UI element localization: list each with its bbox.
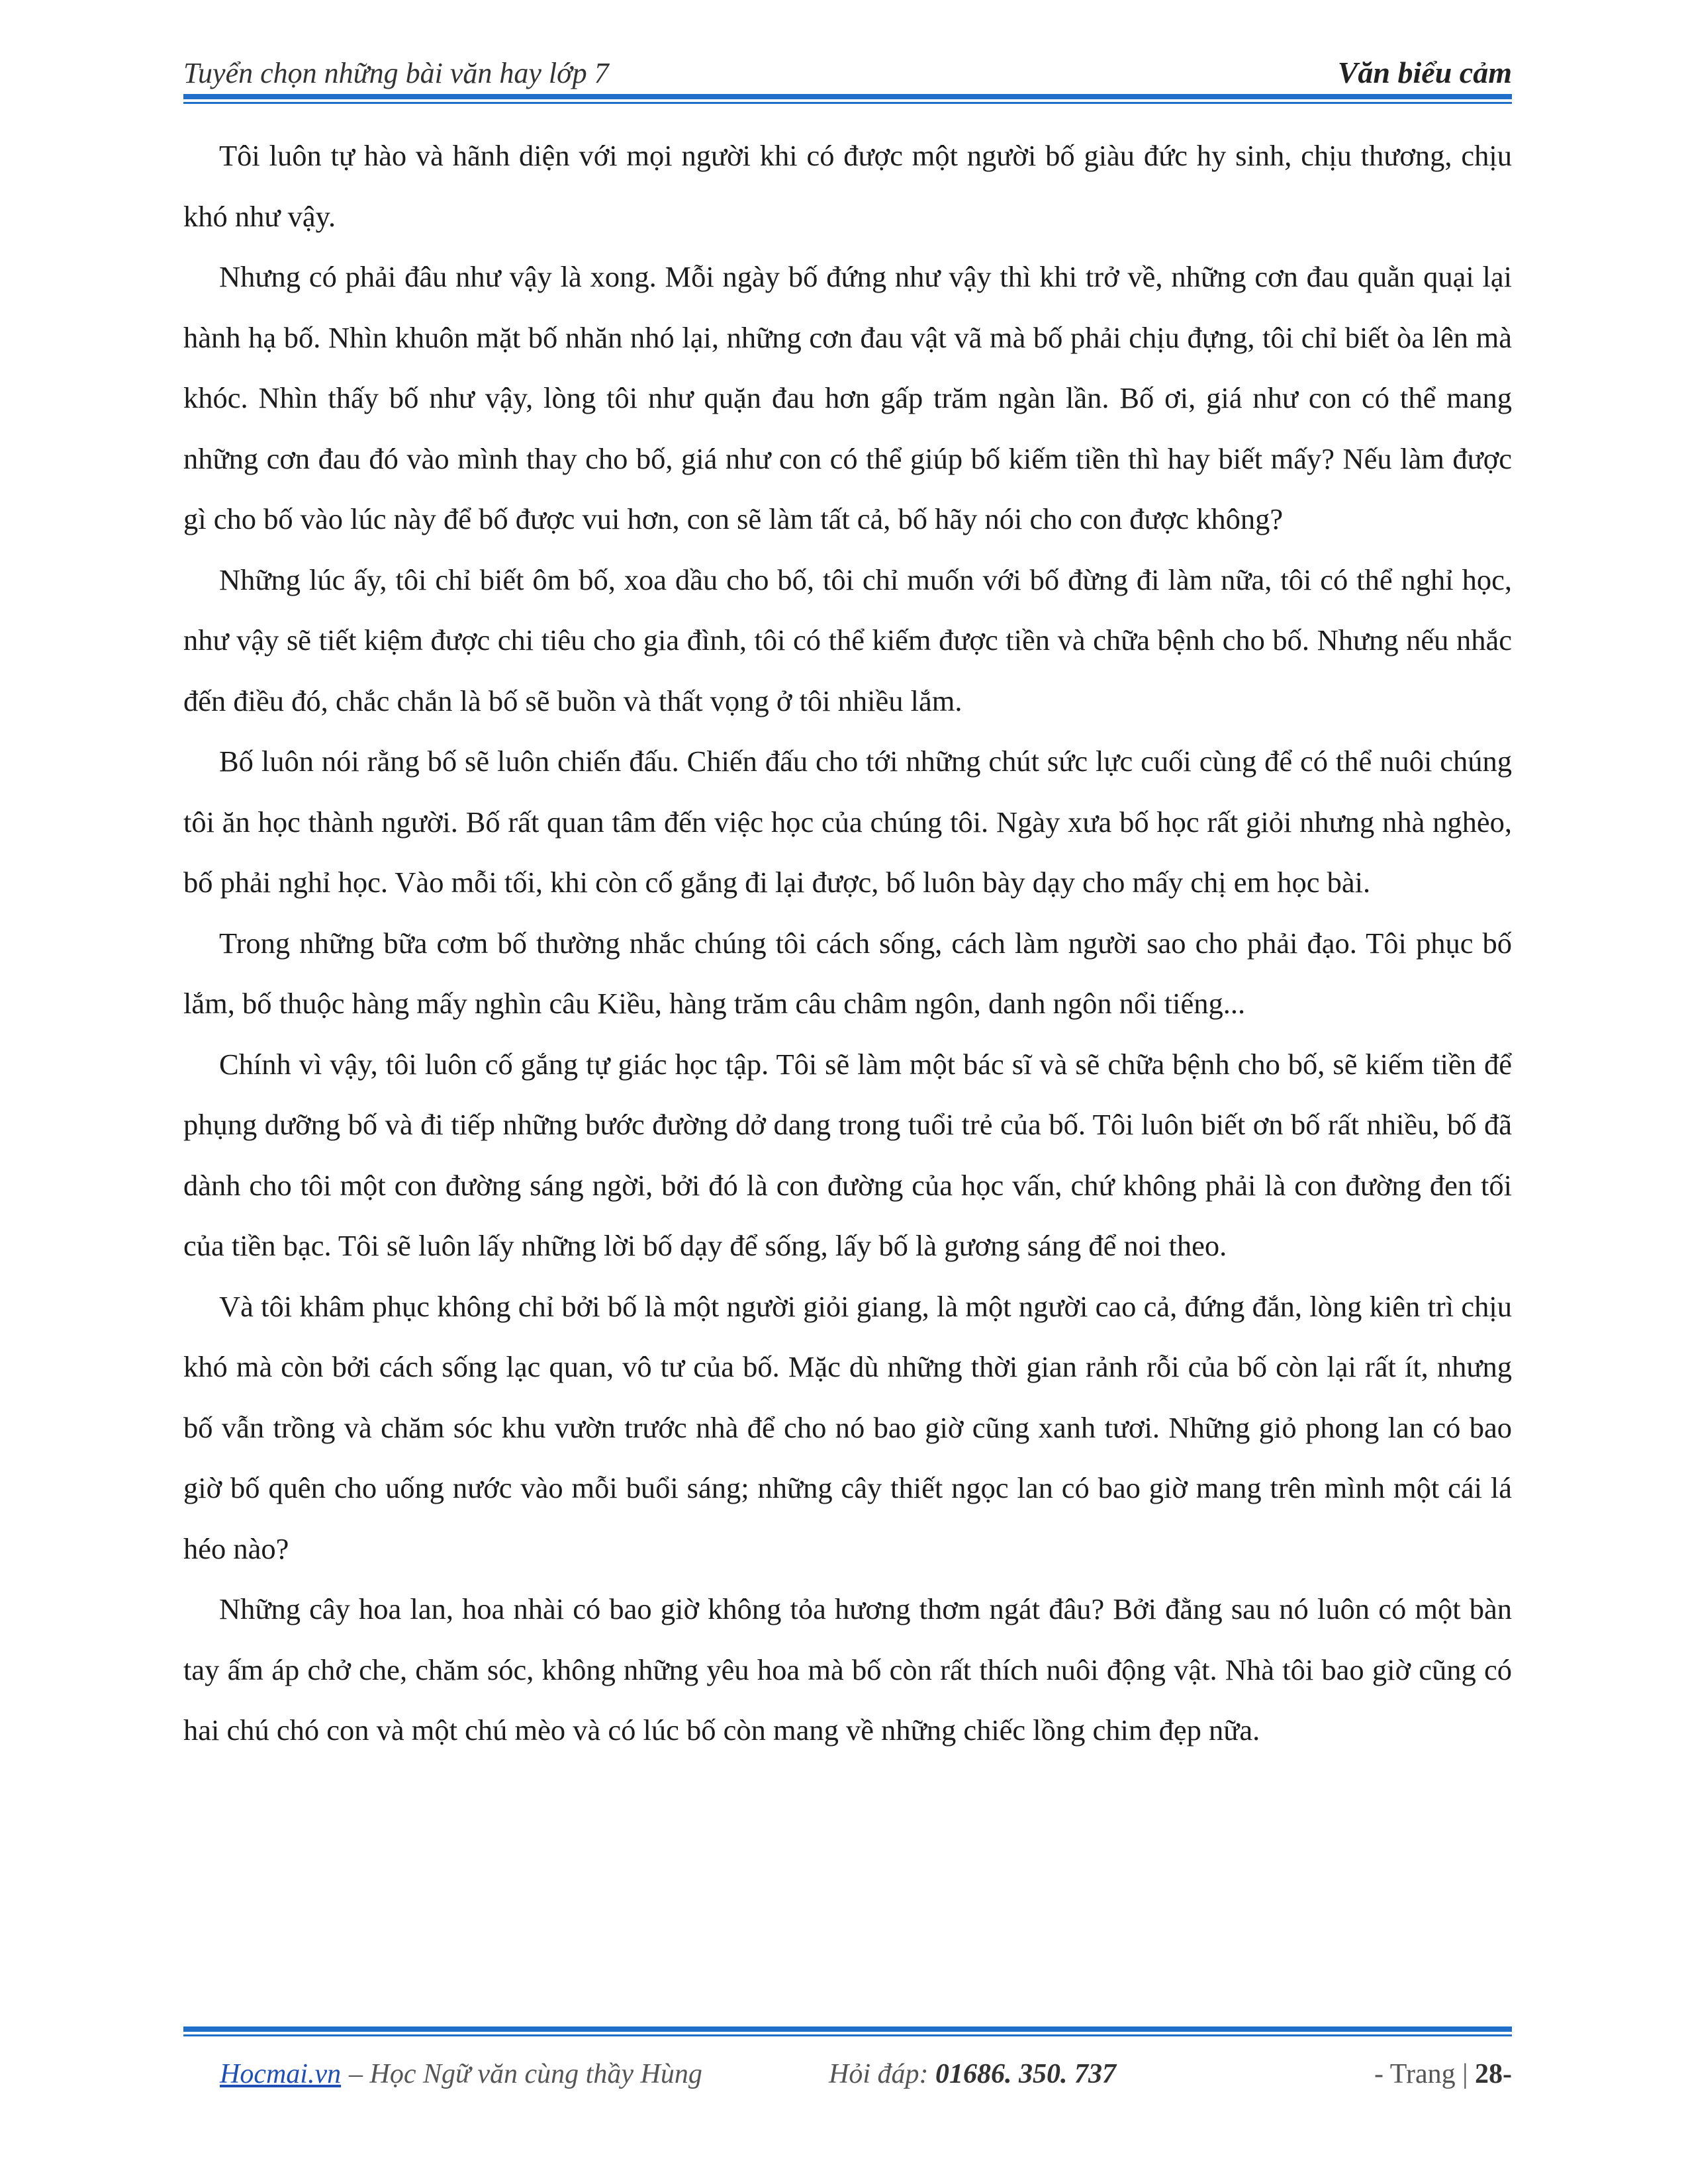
page-number: 28- [1475, 2059, 1512, 2089]
footer-contact [829, 2058, 1116, 2090]
paragraph: Những lúc ấy, tôi chỉ biết ôm bố, xoa dầu cho bố, tôi chỉ muốn với bố đừng đi làm nữa, tôi có thể nghỉ học, như vậy sẽ tiết kiệm được chi tiêu cho gia đình, tôi có thể kiếm được tiền và chữa bệnh cho bố. Nhưng nếu nhắc đến điều đó, chắc chắn là bố sẽ buồn và thất vọng ở tôi nhiều lắm. [183, 563, 1512, 717]
paragraph: Những cây hoa lan, hoa nhài có bao giờ không tỏa hương thơm ngát đâu? Bởi đằng sau nó luôn có một bàn tay ấm áp chở che, chăm sóc, không những yêu hoa mà bố còn rất thích nuôi động vật. Nhà tôi bao giờ cũng có hai chú chó con và một chú mèo và có lúc bố còn mang về những chiếc lồng chim đẹp nữa. [183, 1592, 1512, 1747]
paragraph: Và tôi khâm phục không chỉ bởi bố là một người giỏi giang, là một người cao cả, đứng đắn, lòng kiên trì chịu khó mà còn bởi cách sống lạc quan, vô tư của bố. Mặc dù những thời gian rảnh rỗi của bố còn lại rất ít, nhưng bố vẫn trồng và chăm sóc khu vườn trước nhà để cho nó bao giờ cũng xanh tươi. Những giỏ phong lan có bao giờ bố quên cho uống nước vào mỗi buổi sáng; những cây thiết ngọc lan có bao giờ mang trên mình một cái lá héo nào? [183, 1289, 1512, 1565]
paragraph: Tôi luôn tự hào và hãnh diện với mọi người khi có được một người bố giàu đức hy sinh, chịu thương, chịu khó như vậy. [183, 139, 1512, 233]
article-body [183, 126, 1512, 1761]
footer-rule-thin [183, 2034, 1512, 2036]
paragraph: Bố luôn nói rằng bố sẽ luôn chiến đấu. Chiến đấu cho tới những chút sức lực cuối cùng để có thể nuôi chúng tôi ăn học thành người. Bố rất quan tâm đến việc học của chúng tôi. Ngày xưa bố học rất giỏi nhưng nhà nghèo, bố phải nghỉ học. Vào mỗi tối, khi còn cố gắng đi lại được, bố luôn bày dạy cho mấy chị em học bài. [183, 745, 1512, 899]
footer-qa-label: Hỏi đáp: [829, 2059, 935, 2089]
header-section-title: Văn biểu cảm [1337, 56, 1512, 89]
header-book-title: Tuyển chọn những bài văn hay lớp 7 [183, 57, 609, 89]
page-header [183, 48, 1512, 94]
footer-rule-thick [183, 2026, 1512, 2032]
paragraph: Chính vì vậy, tôi luôn cố gắng tự giác học tập. Tôi sẽ làm một bác sĩ và sẽ chữa bệnh cho bố, sẽ kiếm tiền để phụng dưỡng bố và đi tiếp những bước đường dở dang trong tuổi trẻ của bố. Tôi luôn biết ơn bố rất nhiều, bố đã dành cho tôi một con đường sáng ngời, bởi đó là con đường của học vấn, chứ không phải là con đường đen tối của tiền bạc. Tôi sẽ luôn lấy những lời bố dạy để sống, lấy bố là gương sáng để noi theo. [183, 1047, 1512, 1262]
paragraph: Nhưng có phải đâu như vậy là xong. Mỗi ngày bố đứng như vậy thì khi trở về, những cơn đau quằn quại lại hành hạ bố. Nhìn khuôn mặt bố nhăn nhó lại, những cơn đau vật vã mà bố phải chịu đựng, tôi chỉ biết òa lên mà khóc. Nhìn thấy bố như vậy, lòng tôi như quặn đau hơn gấp trăm ngàn lần. Bố ơi, giá như con có thể mang những cơn đau đó vào mình thay cho bố, giá như con có thể giúp bố kiếm tiền thì hay biết mấy? Nếu làm được gì cho bố vào lúc này để bố được vui hơn, con sẽ làm tất cả, bố hãy nói cho con được không? [183, 260, 1512, 535]
footer-tagline: – Học Ngữ văn cùng thầy Hùng [349, 2059, 702, 2089]
header-rule-thin [183, 102, 1512, 104]
page-footer [183, 2058, 1512, 2098]
page-label: - Trang | [1374, 2059, 1475, 2089]
footer-site-link[interactable]: Hocmai.vn [220, 2059, 342, 2089]
footer-phone: 01686. 350. 737 [935, 2059, 1116, 2089]
paragraph: Trong những bữa cơm bố thường nhắc chúng tôi cách sống, cách làm người sao cho phải đạo. Tôi phục bố lắm, bố thuộc hàng mấy nghìn câu Kiều, hàng trăm câu châm ngôn, danh ngôn nổi tiếng... [183, 926, 1512, 1020]
header-rule-thick [183, 94, 1512, 99]
page-indicator [1374, 2058, 1512, 2090]
